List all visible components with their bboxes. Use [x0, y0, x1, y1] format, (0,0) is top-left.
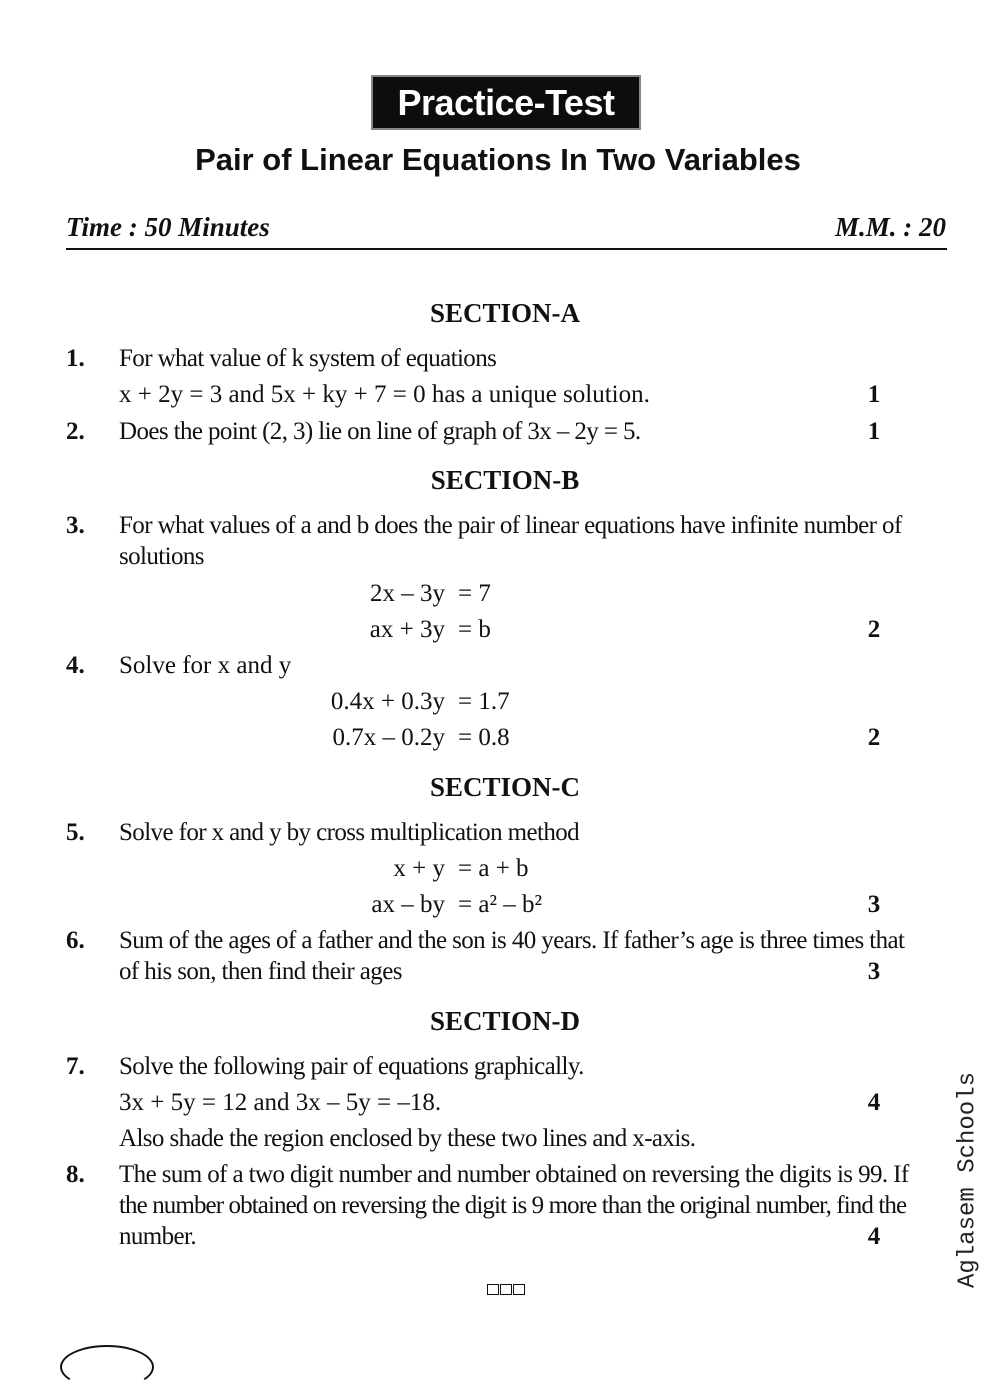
watermark: Aglasem Schools	[954, 1071, 982, 1289]
q3-equation-2-right: = b	[458, 616, 491, 643]
section-a-heading: SECTION-A	[429, 298, 581, 328]
q3-marks: 2	[867, 616, 881, 643]
q7-text-continued: Also shade the region enclosed by these two lines and x-axis.	[119, 1125, 696, 1152]
q7-marks: 4	[867, 1089, 881, 1116]
end-box	[500, 1284, 512, 1295]
q3-equation-1-left: 2x – 3y	[370, 580, 445, 607]
q1-text: For what value of k system of equations	[119, 345, 497, 372]
q7-equations: 3x + 5y = 12 and 3x – 5y = –18.	[119, 1089, 442, 1116]
q7-text: Solve the following pair of equations graphically.	[119, 1053, 584, 1080]
end-of-page-marker	[487, 1284, 525, 1295]
q8-marks: 4	[867, 1223, 881, 1250]
q5-equation-2-right: = a² – b²	[458, 891, 542, 918]
q3-number: 3.	[66, 512, 85, 539]
q5-equation-2-left: ax – by	[371, 891, 445, 918]
q2-number: 2.	[66, 418, 85, 445]
q5-number: 5.	[66, 819, 85, 846]
q5-equation-1-right: = a + b	[458, 855, 529, 882]
section-c-heading: SECTION-C	[429, 772, 581, 802]
q6-number: 6.	[66, 927, 85, 954]
q8-number: 8.	[66, 1161, 85, 1188]
q4-marks: 2	[867, 724, 881, 751]
q4-number: 4.	[66, 652, 85, 679]
q4-equation-2-right: = 0.8	[458, 724, 510, 751]
q4-equation-1-right: = 1.7	[458, 688, 510, 715]
q3-text-continued: solutions	[119, 543, 204, 570]
q2-marks: 1	[867, 418, 881, 445]
q5-text: Solve for x and y by cross multiplication method	[119, 819, 580, 846]
end-box	[513, 1284, 525, 1295]
q4-text: Solve for x and y	[119, 652, 292, 679]
header-rule	[66, 248, 947, 250]
section-b-heading: SECTION-B	[430, 465, 580, 495]
q4-equation-1-left: 0.4x + 0.3y	[330, 688, 445, 715]
q1-marks: 1	[867, 381, 881, 408]
q8-text-end: number.	[119, 1223, 197, 1250]
q1-equation: x + 2y = 3 and 5x + ky + 7 = 0 has a unique solution.	[119, 381, 650, 408]
time-label: Time : 50 Minutes	[66, 212, 270, 242]
q6-text-continued: of his son, then find their ages	[119, 958, 402, 985]
q6-marks: 3	[867, 958, 881, 985]
q7-number: 7.	[66, 1053, 85, 1080]
practice-test-badge: Practice-Test	[371, 75, 641, 130]
q5-marks: 3	[867, 891, 881, 918]
q3-equation-2-left: ax + 3y	[369, 616, 445, 643]
q4-equation-2-left: 0.7x – 0.2y	[332, 724, 445, 751]
page-title: Pair of Linear Equations In Two Variables	[195, 142, 801, 177]
q8-text-continued: the number obtained on reversing the digit is 9 more than the original number, find the	[119, 1192, 907, 1219]
q1-number: 1.	[66, 345, 85, 372]
q8-text: The sum of a two digit number and number obtained on reversing the digits is 99. If	[119, 1161, 909, 1188]
q5-equation-1-left: x + y	[393, 855, 445, 882]
page-curve-decoration	[60, 1345, 154, 1389]
q2-text: Does the point (2, 3) lie on line of graph of 3x – 2y = 5.	[119, 418, 641, 445]
q3-text: For what values of a and b does the pair of linear equations have infinite number of	[119, 512, 902, 539]
max-marks-label: M.M. : 20	[834, 212, 946, 242]
q3-equation-1-right: = 7	[458, 580, 491, 607]
section-d-heading: SECTION-D	[429, 1006, 581, 1036]
end-box	[487, 1284, 499, 1295]
q6-text: Sum of the ages of a father and the son is 40 years. If father’s age is three times that	[119, 927, 905, 954]
